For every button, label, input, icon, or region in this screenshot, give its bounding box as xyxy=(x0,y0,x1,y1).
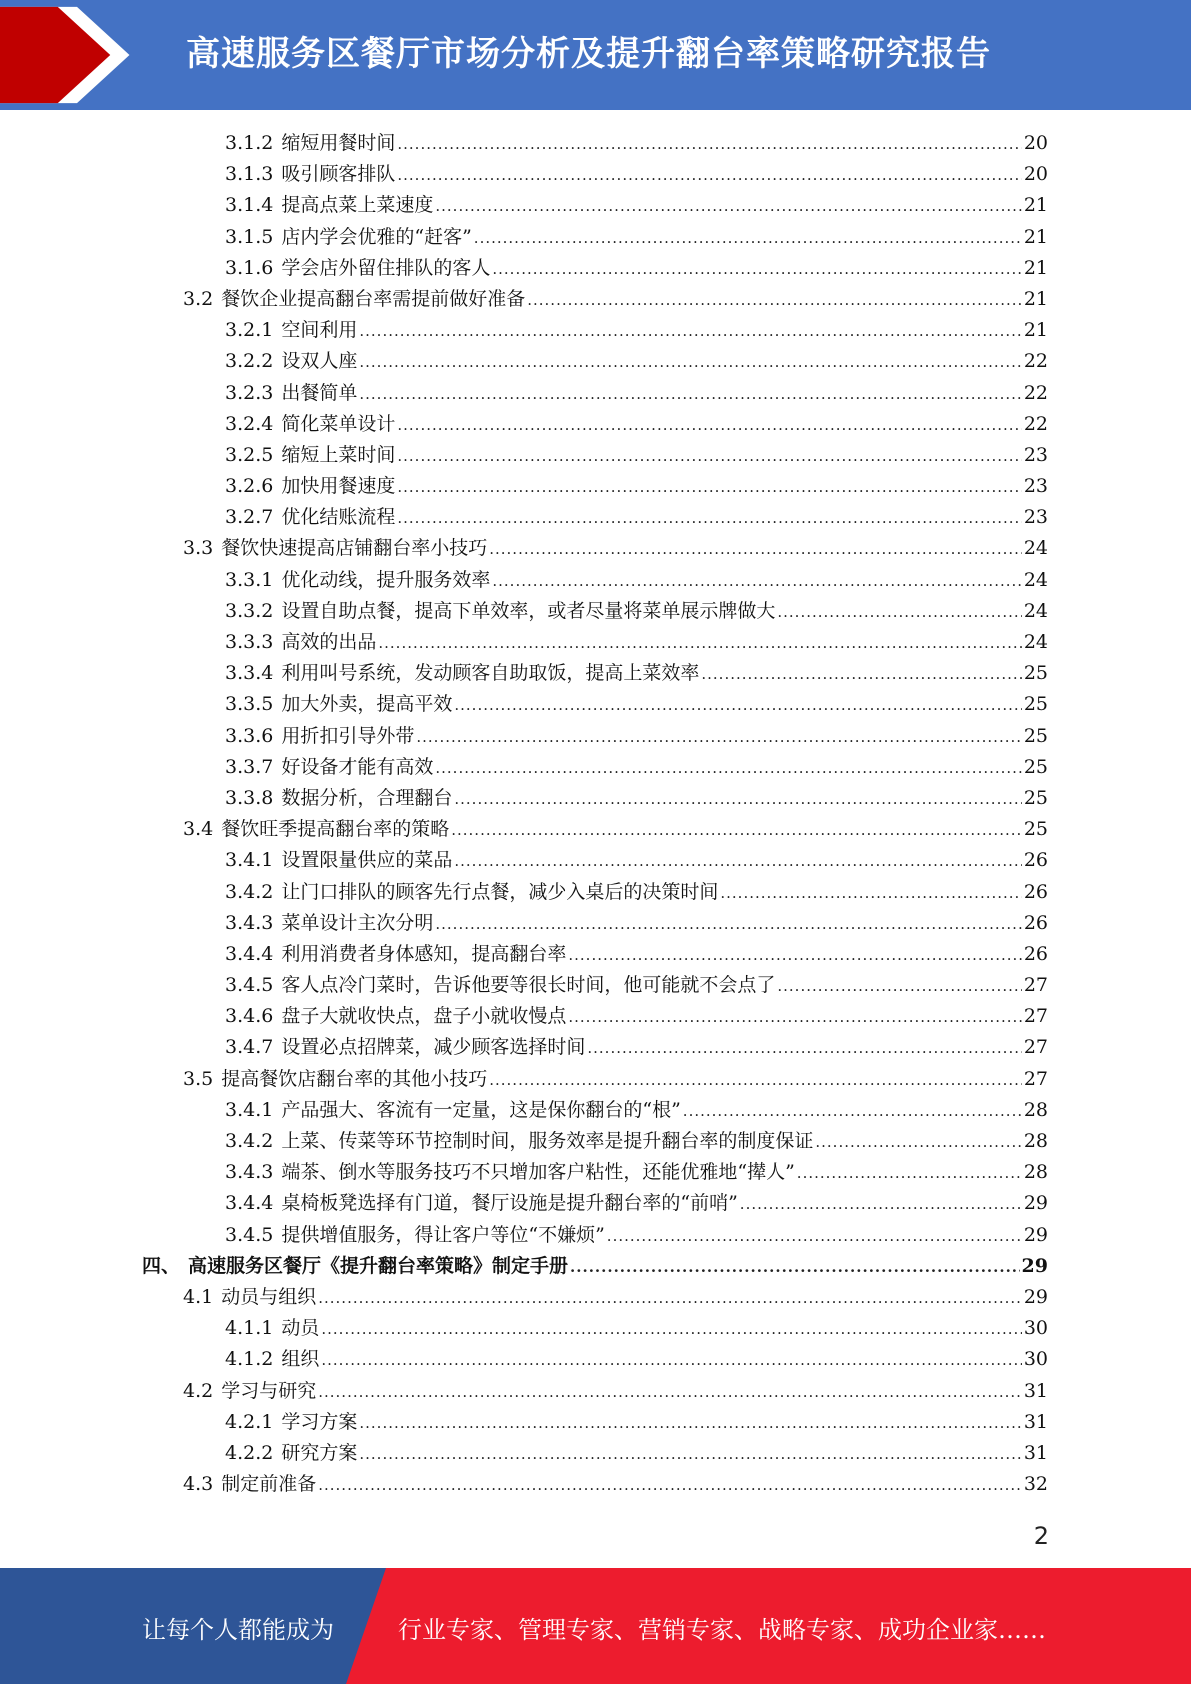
toc-entry-number: 4.1.2 xyxy=(225,1348,274,1371)
toc-entry-title: 客人点冷门菜时，告诉他要等很长时间，他可能就不会点了 xyxy=(281,974,776,997)
toc-dot-leader xyxy=(568,1008,1021,1026)
toc-dot-leader xyxy=(527,291,1022,309)
toc-entry-title: 研究方案 xyxy=(281,1441,358,1464)
toc-entry-page: 25 xyxy=(1023,662,1048,685)
toc-entry[interactable] xyxy=(140,284,1048,315)
toc-dot-leader xyxy=(321,1351,1021,1369)
toc-entry-title: 设置必点招牌菜，减少顾客选择时间 xyxy=(281,1036,586,1059)
toc-dot-leader xyxy=(359,353,1021,371)
footer-bar xyxy=(0,1568,1191,1684)
toc-entry-page: 26 xyxy=(1023,942,1048,965)
toc-dot-leader xyxy=(318,1476,1022,1494)
toc-entry-number: 3.4.3 xyxy=(225,1161,274,1184)
toc-entry[interactable] xyxy=(140,1376,1048,1407)
toc-entry-page: 21 xyxy=(1023,256,1048,279)
toc-entry-title: 学会店外留住排队的客人 xyxy=(281,256,491,279)
toc-dot-leader xyxy=(397,416,1021,434)
toc-entry-number: 4.1 xyxy=(183,1285,214,1308)
toc-entry-page: 25 xyxy=(1023,693,1048,716)
toc-entry[interactable] xyxy=(140,1344,1048,1375)
toc-entry-page: 25 xyxy=(1023,724,1048,747)
toc-entry-number: 3.2.4 xyxy=(225,412,274,435)
toc-entry-title: 出餐简单 xyxy=(281,381,358,404)
toc-dot-leader xyxy=(397,135,1021,153)
toc-entry[interactable] xyxy=(140,658,1048,689)
toc-entry-title: 上菜、传菜等环节控制时间，服务效率是提升翻台率的制度保证 xyxy=(281,1130,814,1152)
toc-entry-title: 提供增值服务，得让客户等位“不嫌烦” xyxy=(281,1223,605,1246)
toc-entry-title: 简化菜单设计 xyxy=(281,412,396,435)
toc-entry[interactable] xyxy=(140,970,1048,1001)
toc-entry-page: 22 xyxy=(1023,350,1048,373)
toc-entry-page: 29 xyxy=(1023,1285,1048,1308)
toc-entry[interactable] xyxy=(140,783,1048,814)
toc-entry-page: 28 xyxy=(1023,1161,1048,1184)
toc-dot-leader xyxy=(587,1039,1021,1057)
toc-dot-leader xyxy=(474,229,1022,247)
toc-entry-page: 32 xyxy=(1023,1473,1048,1496)
toc-entry[interactable] xyxy=(140,409,1048,440)
toc-entry-title: 加快用餐速度 xyxy=(281,475,396,498)
toc-entry[interactable] xyxy=(140,159,1048,190)
toc-entry-number: 3.3.6 xyxy=(225,724,274,747)
toc-dot-leader xyxy=(683,1102,1022,1120)
toc-entry-title: 桌椅板凳选择有门道，餐厅设施是提升翻台率的“前哨” xyxy=(281,1192,738,1215)
toc-entry[interactable] xyxy=(140,939,1048,970)
toc-entry-number: 3.1.4 xyxy=(225,194,274,217)
toc-entry-title: 动员与组织 xyxy=(221,1285,317,1308)
toc-dot-leader xyxy=(359,1445,1021,1463)
toc-dot-leader xyxy=(454,790,1021,808)
toc-entry[interactable] xyxy=(140,1282,1048,1313)
toc-entry[interactable] xyxy=(140,1220,1048,1251)
toc-entry-number: 3.2.6 xyxy=(225,475,274,498)
toc-entry-number: 3.4.1 xyxy=(225,849,274,872)
toc-entry-title: 吸引顾客排队 xyxy=(281,163,396,186)
toc-dot-leader xyxy=(777,977,1021,995)
toc-entry-title: 店内学会优雅的“赶客” xyxy=(281,225,472,248)
toc-entry[interactable] xyxy=(140,1188,1048,1219)
toc-entry-title: 好设备才能有高效 xyxy=(281,755,434,778)
toc-dot-leader xyxy=(378,634,1021,652)
toc-entry-page: 25 xyxy=(1023,786,1048,809)
toc-entry[interactable] xyxy=(140,128,1048,159)
toc-entry-number: 3.1.6 xyxy=(225,256,274,279)
toc-dot-leader xyxy=(489,1071,1022,1089)
toc-entry-page: 24 xyxy=(1023,599,1048,622)
toc-entry[interactable] xyxy=(140,877,1048,908)
toc-dot-leader xyxy=(740,1195,1022,1213)
toc-dot-leader xyxy=(359,385,1021,403)
toc-entry-title: 制定前准备 xyxy=(221,1473,317,1496)
toc-entry[interactable] xyxy=(140,814,1048,845)
toc-entry-number: 3.4.7 xyxy=(225,1036,274,1059)
toc-entry[interactable] xyxy=(140,471,1048,502)
toc-entry-title: 设置限量供应的菜品 xyxy=(281,849,453,872)
toc-entry-number: 3.1.5 xyxy=(225,225,274,248)
toc-entry-title: 高速服务区餐厅《提升翻台率策略》制定手册 xyxy=(188,1254,569,1277)
toc-entry-title: 菜单设计主次分明 xyxy=(281,911,434,934)
toc-entry[interactable] xyxy=(140,315,1048,346)
toc-entry-page: 21 xyxy=(1023,319,1048,342)
toc-entry-title: 缩短用餐时间 xyxy=(281,132,396,154)
toc-entry-title: 餐饮快速提高店铺翻台率小技巧 xyxy=(221,537,488,560)
toc-entry-number: 3.3 xyxy=(183,537,214,560)
toc-entry[interactable] xyxy=(140,721,1048,752)
toc-dot-leader xyxy=(397,447,1021,465)
footer-slogan-right: 行业专家、管理专家、营销专家、战略专家、成功企业家…… xyxy=(398,1616,1046,1644)
toc-entry[interactable] xyxy=(140,1407,1048,1438)
toc-entry-number: 3.2.1 xyxy=(225,319,274,342)
toc-dot-leader xyxy=(435,759,1021,777)
toc-dot-leader xyxy=(797,1164,1022,1182)
table-of-contents xyxy=(140,128,1048,1500)
toc-entry-page: 29 xyxy=(1021,1254,1048,1277)
toc-entry-page: 24 xyxy=(1023,631,1048,653)
toc-entry-page: 25 xyxy=(1023,755,1048,778)
toc-entry-page: 26 xyxy=(1023,849,1048,872)
toc-entry-number: 3.3.4 xyxy=(225,662,274,685)
toc-entry-title: 产品强大、客流有一定量，这是保你翻台的“根” xyxy=(281,1098,681,1121)
toc-entry-number: 3.4.3 xyxy=(225,911,274,934)
toc-dot-leader xyxy=(492,260,1021,278)
toc-entry-page: 31 xyxy=(1023,1379,1048,1402)
toc-dot-leader xyxy=(489,540,1022,558)
toc-entry-title: 提高餐饮店翻台率的其他小技巧 xyxy=(221,1067,488,1090)
toc-entry-page: 31 xyxy=(1023,1410,1048,1433)
toc-entry[interactable] xyxy=(140,908,1048,939)
toc-entry[interactable] xyxy=(140,378,1048,409)
toc-entry-page: 26 xyxy=(1023,880,1048,903)
toc-dot-leader xyxy=(397,509,1021,527)
toc-entry-title: 端茶、倒水等服务技巧不只增加客户粘性，还能优雅地“撵人” xyxy=(281,1161,795,1184)
toc-entry-number: 3.3.8 xyxy=(225,786,274,809)
toc-entry-title: 餐饮旺季提高翻台率的策略 xyxy=(221,818,450,841)
toc-dot-leader xyxy=(318,1383,1022,1401)
toc-entry-page: 22 xyxy=(1023,381,1048,404)
toc-entry[interactable] xyxy=(140,565,1048,596)
toc-dot-leader xyxy=(454,696,1021,714)
toc-entry-number: 3.2 xyxy=(183,287,214,310)
toc-entry-page: 21 xyxy=(1023,194,1048,217)
toc-entry[interactable] xyxy=(140,1157,1048,1188)
toc-dot-leader xyxy=(397,478,1021,496)
toc-entry-title: 学习与研究 xyxy=(221,1379,317,1402)
toc-entry-title: 用折扣引导外带 xyxy=(281,724,415,747)
toc-entry[interactable] xyxy=(140,1001,1048,1032)
toc-entry[interactable] xyxy=(140,1469,1048,1500)
toc-entry[interactable] xyxy=(140,1438,1048,1469)
toc-entry-page: 28 xyxy=(1023,1098,1048,1121)
toc-entry-number: 3.2.5 xyxy=(225,443,274,466)
toc-dot-leader xyxy=(321,1320,1021,1338)
toc-dot-leader xyxy=(435,197,1021,215)
toc-entry-number: 4.2 xyxy=(183,1379,214,1402)
toc-entry-title: 学习方案 xyxy=(281,1410,358,1433)
toc-entry-page: 27 xyxy=(1023,1005,1048,1028)
toc-entry-page: 21 xyxy=(1023,287,1048,310)
toc-entry-title: 高效的出品 xyxy=(281,631,377,653)
toc-dot-leader xyxy=(359,1414,1021,1432)
toc-entry-page: 31 xyxy=(1023,1441,1048,1464)
toc-entry[interactable] xyxy=(140,533,1048,564)
toc-dot-leader xyxy=(416,728,1021,746)
toc-entry-page: 23 xyxy=(1023,475,1048,498)
toc-entry-number: 四、 xyxy=(142,1254,181,1277)
toc-entry-page: 20 xyxy=(1023,163,1048,186)
toc-entry[interactable] xyxy=(140,346,1048,377)
toc-entry-number: 4.1.1 xyxy=(225,1317,274,1340)
toc-entry-page: 21 xyxy=(1023,225,1048,248)
toc-entry-title: 餐饮企业提高翻台率需提前做好准备 xyxy=(221,287,526,310)
toc-dot-leader xyxy=(492,572,1021,590)
toc-dot-leader xyxy=(701,665,1021,683)
toc-entry-page: 27 xyxy=(1023,974,1048,997)
toc-entry-number: 3.1.3 xyxy=(225,163,274,186)
toc-entry[interactable] xyxy=(140,752,1048,783)
toc-dot-leader xyxy=(777,603,1021,621)
toc-entry-page: 20 xyxy=(1023,132,1048,154)
toc-dot-leader xyxy=(435,915,1021,933)
toc-entry-page: 29 xyxy=(1023,1192,1048,1215)
toc-entry-page: 27 xyxy=(1023,1067,1048,1090)
toc-entry-page: 22 xyxy=(1023,412,1048,435)
toc-entry-page: 23 xyxy=(1023,506,1048,529)
toc-dot-leader xyxy=(454,852,1021,870)
toc-entry-number: 3.4.2 xyxy=(225,880,274,903)
toc-dot-leader xyxy=(568,946,1021,964)
toc-entry-title: 设双人座 xyxy=(281,350,358,373)
toc-entry-title: 让门口排队的顾客先行点餐，减少入桌后的决策时间 xyxy=(281,880,719,903)
toc-entry-title: 组织 xyxy=(281,1348,320,1371)
toc-entry[interactable] xyxy=(140,1064,1048,1095)
toc-entry-number: 3.2.2 xyxy=(225,350,274,373)
toc-entry[interactable] xyxy=(140,627,1048,658)
toc-entry[interactable] xyxy=(140,1032,1048,1063)
toc-entry-page: 24 xyxy=(1023,568,1048,591)
document-title: 高速服务区餐厅市场分析及提升翻台率策略研究报告 xyxy=(186,34,991,74)
toc-entry-number: 3.4.2 xyxy=(225,1130,274,1152)
toc-entry-title: 利用叫号系统，发动顾客自助取饭，提高上菜效率 xyxy=(281,662,700,685)
toc-entry-page: 30 xyxy=(1023,1317,1048,1340)
toc-entry-page: 28 xyxy=(1023,1130,1048,1152)
toc-entry-title: 设置自助点餐，提高下单效率，或者尽量将菜单展示牌做大 xyxy=(281,599,776,622)
footer-slogan-left: 让每个人都能成为 xyxy=(142,1616,334,1644)
toc-entry-title: 数据分析，合理翻台 xyxy=(281,786,453,809)
toc-entry-page: 25 xyxy=(1023,818,1048,841)
toc-entry-number: 3.2.7 xyxy=(225,506,274,529)
header-bar xyxy=(0,0,1191,110)
toc-entry-title: 动员 xyxy=(281,1317,320,1340)
toc-entry-number: 3.3.5 xyxy=(225,693,274,716)
toc-entry-number: 4.2.2 xyxy=(225,1441,274,1464)
toc-entry-number: 3.4.4 xyxy=(225,942,274,965)
toc-entry-number: 3.1.2 xyxy=(225,132,274,154)
toc-entry-title: 缩短上菜时间 xyxy=(281,443,396,466)
toc-dot-leader xyxy=(607,1227,1022,1245)
header-arrow-decoration xyxy=(0,0,140,110)
toc-entry-number: 4.3 xyxy=(183,1473,214,1496)
toc-entry[interactable] xyxy=(140,253,1048,284)
toc-entry[interactable] xyxy=(140,689,1048,720)
toc-entry-title: 利用消费者身体感知，提高翻台率 xyxy=(281,942,567,965)
toc-entry-number: 3.3.2 xyxy=(225,599,274,622)
toc-entry-number: 3.4.5 xyxy=(225,1223,274,1246)
toc-entry-number: 3.4.5 xyxy=(225,974,274,997)
toc-entry-number: 3.3.1 xyxy=(225,568,274,591)
toc-entry[interactable] xyxy=(140,1095,1048,1126)
toc-entry[interactable] xyxy=(140,1313,1048,1344)
toc-entry-number: 4.2.1 xyxy=(225,1410,274,1433)
toc-entry[interactable] xyxy=(140,845,1048,876)
toc-entry-number: 3.3.3 xyxy=(225,631,274,653)
toc-entry-page: 27 xyxy=(1023,1036,1048,1059)
toc-dot-leader xyxy=(720,884,1021,902)
toc-entry[interactable] xyxy=(140,502,1048,533)
toc-entry[interactable] xyxy=(140,1251,1048,1282)
toc-entry-page: 30 xyxy=(1023,1348,1048,1371)
toc-dot-leader xyxy=(397,166,1021,184)
toc-entry-page: 26 xyxy=(1023,911,1048,934)
toc-entry[interactable] xyxy=(140,596,1048,627)
toc-dot-leader xyxy=(359,322,1021,340)
toc-dot-leader xyxy=(451,821,1022,839)
toc-entry-title: 盘子大就收快点，盘子小就收慢点 xyxy=(281,1005,567,1028)
toc-entry-title: 优化结账流程 xyxy=(281,506,396,529)
toc-entry-title: 加大外卖，提高平效 xyxy=(281,693,453,716)
toc-entry[interactable] xyxy=(140,1126,1048,1157)
toc-entry-number: 3.4 xyxy=(183,818,214,841)
toc-entry-number: 3.4.4 xyxy=(225,1192,274,1215)
toc-entry[interactable] xyxy=(140,190,1048,221)
toc-entry-title: 优化动线，提升服务效率 xyxy=(281,568,491,591)
toc-entry-page: 29 xyxy=(1023,1223,1048,1246)
toc-entry[interactable] xyxy=(140,222,1048,253)
toc-dot-leader xyxy=(570,1258,1020,1276)
toc-entry-title: 提高点菜上菜速度 xyxy=(281,194,434,217)
toc-entry-number: 3.4.6 xyxy=(225,1005,274,1028)
toc-entry-number: 3.4.1 xyxy=(225,1098,274,1121)
toc-entry-number: 3.2.3 xyxy=(225,381,274,404)
toc-entry-page: 23 xyxy=(1023,443,1048,466)
toc-entry-page: 24 xyxy=(1023,537,1048,560)
toc-entry-title: 空间利用 xyxy=(281,319,358,342)
toc-dot-leader xyxy=(815,1133,1021,1151)
page-number: 2 xyxy=(1033,1522,1049,1550)
toc-dot-leader xyxy=(318,1289,1022,1307)
toc-entry[interactable] xyxy=(140,440,1048,471)
toc-entry-number: 3.3.7 xyxy=(225,755,274,778)
toc-entry-number: 3.5 xyxy=(183,1067,214,1090)
